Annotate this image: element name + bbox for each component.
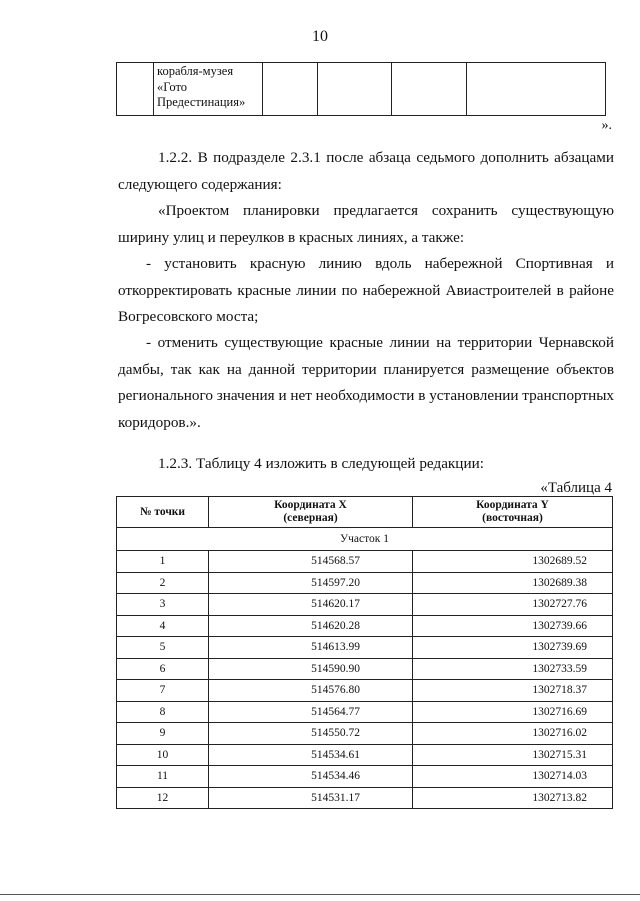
x-cell: 514590.90	[209, 658, 413, 680]
y-cell: 1302727.76	[413, 594, 613, 616]
y-cell: 1302718.37	[413, 680, 613, 702]
table-row	[117, 637, 613, 659]
fragment-text: корабля-музея «Гото Предестинация»	[157, 64, 246, 109]
table-row	[117, 787, 613, 809]
point-cell: 11	[117, 766, 209, 788]
x-cell: 514531.17	[209, 787, 413, 809]
point-cell: 8	[117, 701, 209, 723]
x-cell: 514564.77	[209, 701, 413, 723]
table-row	[117, 680, 613, 702]
y-cell: 1302716.02	[413, 723, 613, 745]
y-cell: 1302689.38	[413, 572, 613, 594]
table-caption: «Таблица 4	[540, 480, 612, 496]
x-cell: 514576.80	[209, 680, 413, 702]
point-cell: 4	[117, 615, 209, 637]
table-row	[117, 615, 613, 637]
x-cell: 514620.28	[209, 615, 413, 637]
point-cell: 10	[117, 744, 209, 766]
table-header-row	[117, 497, 613, 528]
coordinates-table	[116, 496, 613, 809]
header-y: Координата Y (восточная)	[413, 497, 613, 528]
end-quote: ».	[601, 118, 612, 133]
point-cell: 6	[117, 658, 209, 680]
point-cell: 7	[117, 680, 209, 702]
paragraph-quote: «Проектом планировки предлагается сохранить существующую ширину улиц и переулков в красных линиях, а также:	[118, 202, 614, 246]
y-cell: 1302689.52	[413, 551, 613, 573]
table-row	[117, 723, 613, 745]
header-point: № точки	[117, 497, 209, 528]
table-fragment	[116, 62, 606, 116]
y-cell: 1302715.31	[413, 744, 613, 766]
header-x: Координата X (северная)	[209, 497, 413, 528]
x-cell: 514620.17	[209, 594, 413, 616]
point-cell: 9	[117, 723, 209, 745]
section-row	[117, 528, 613, 551]
paragraph-1-2-2: 1.2.2. В подразделе 2.3.1 после абзаца седьмого дополнить абзацами следующего содержания:	[118, 149, 614, 193]
point-cell: 3	[117, 594, 209, 616]
y-cell: 1302713.82	[413, 787, 613, 809]
x-cell: 514613.99	[209, 637, 413, 659]
x-cell: 514534.61	[209, 744, 413, 766]
section-label: Участок 1	[117, 528, 613, 551]
paragraph-1-2-3: 1.2.3. Таблицу 4 изложить в следующей редакции:	[158, 455, 484, 472]
x-cell: 514568.57	[209, 551, 413, 573]
table-row	[117, 658, 613, 680]
point-cell: 5	[117, 637, 209, 659]
y-cell: 1302716.69	[413, 701, 613, 723]
table-row	[117, 744, 613, 766]
y-cell: 1302733.59	[413, 658, 613, 680]
table-row	[117, 551, 613, 573]
table-row	[117, 701, 613, 723]
footer-rule	[0, 894, 640, 895]
table-row	[117, 572, 613, 594]
x-cell: 514550.72	[209, 723, 413, 745]
point-cell: 1	[117, 551, 209, 573]
paragraph-item-1: - установить красную линию вдоль набережной Спортивная и откорректировать красные линии по набережной Авиастроителей в районе Вогресовского моста;	[118, 255, 614, 325]
y-cell: 1302739.66	[413, 615, 613, 637]
x-cell: 514534.46	[209, 766, 413, 788]
table-row	[117, 594, 613, 616]
table-row	[117, 766, 613, 788]
y-cell: 1302739.69	[413, 637, 613, 659]
point-cell: 2	[117, 572, 209, 594]
point-cell: 12	[117, 787, 209, 809]
x-cell: 514597.20	[209, 572, 413, 594]
y-cell: 1302714.03	[413, 766, 613, 788]
page-number: 10	[312, 28, 328, 45]
paragraph-item-2: - отменить существующие красные линии на территории Чернавской дамбы, так как на данной территории планируется размещение объектов регионального значения и нет необходимости в установлении транспортных коридоров.».	[118, 334, 614, 431]
